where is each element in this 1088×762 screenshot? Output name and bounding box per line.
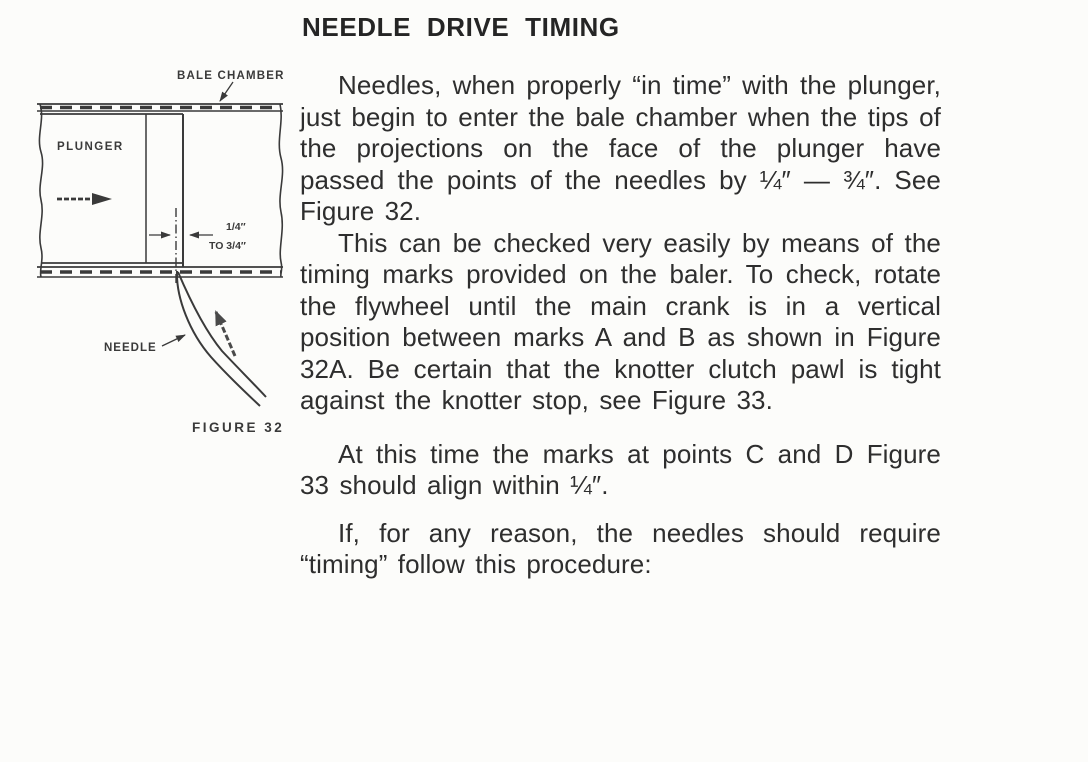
bale-chamber-bottom-rail xyxy=(37,267,283,277)
bale-chamber-label: BALE CHAMBER xyxy=(177,70,285,82)
page-title: NEEDLE DRIVE TIMING xyxy=(302,12,620,42)
paragraph-procedure-intro: If, for any reason, the needles should require “timing” follow this procedure: xyxy=(300,517,941,579)
chamber-left-break-edge xyxy=(39,104,42,277)
bale-chamber-leader-arrow xyxy=(220,82,233,101)
text-column xyxy=(300,12,941,581)
figure-32-diagram xyxy=(0,50,300,450)
paragraph-needle-timing: Needles, when properly “in time” with the plunger, just begin to enter the bale chamber when the tips of the projections on the face of the plunger have passed the points of the needles by ¼″ — ¾″. See Figure 32. xyxy=(300,70,941,226)
needle-label: NEEDLE xyxy=(104,342,157,354)
paragraph-marks-align: At this time the marks at points C and D Figure 33 should align within ¼″. xyxy=(300,438,941,500)
plunger-outline xyxy=(40,114,183,267)
plunger-label: PLUNGER xyxy=(57,141,124,153)
paragraph-timing-check: This can be checked very easily by means of the timing marks provided on the baler. To check, rotate the flywheel until the main crank is in a vertical position between marks A and B as shown in Figure 32A. Be certain that the knotter clutch pawl is tight against the knotter stop, see Figure 33. xyxy=(300,227,941,415)
needle-leader-arrow xyxy=(162,335,185,346)
plunger-direction-arrow xyxy=(57,193,112,205)
dimension-label-line2: TO 3/4″ xyxy=(209,240,246,252)
needle-curve xyxy=(177,271,266,406)
dimension-label-line1: 1/4″ xyxy=(226,221,246,233)
figure-32 xyxy=(0,50,300,450)
figure-caption: FIGURE 32 xyxy=(192,420,285,435)
chamber-right-break-edge xyxy=(279,104,282,277)
bale-chamber-top-rail xyxy=(37,104,283,111)
needle-travel-arrow xyxy=(216,312,235,356)
